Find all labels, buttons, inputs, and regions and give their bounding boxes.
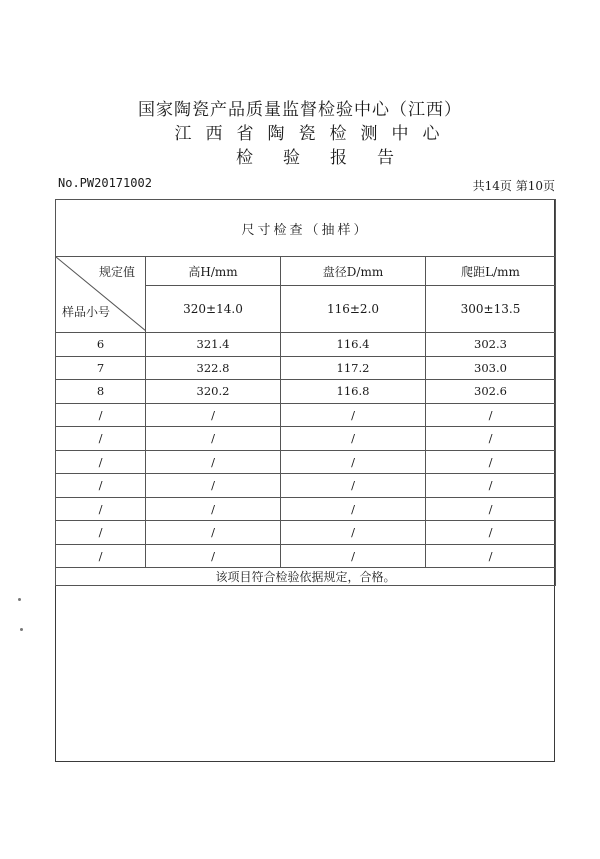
measurement-cell: /	[146, 450, 281, 474]
table-row	[56, 450, 556, 474]
table-row	[56, 333, 556, 357]
measurement-cell: /	[426, 521, 556, 545]
measurement-cell: /	[426, 450, 556, 474]
spec-value: 116±2.0	[281, 286, 426, 333]
dimension-table	[55, 199, 556, 586]
measurement-cell: 302.3	[426, 333, 556, 357]
table-row	[56, 544, 556, 568]
scan-speck	[18, 598, 21, 601]
sample-number-cell: 6	[56, 333, 146, 357]
table-row	[56, 403, 556, 427]
measurement-cell: 117.2	[281, 356, 426, 380]
table-row	[56, 427, 556, 451]
measurement-cell: /	[281, 403, 426, 427]
corner-label-spec: 规定值	[98, 265, 135, 279]
measurement-cell: /	[146, 497, 281, 521]
measurement-cell: 116.8	[281, 380, 426, 404]
measurement-cell: 303.0	[426, 356, 556, 380]
sample-number-cell: /	[56, 497, 146, 521]
table-row	[56, 497, 556, 521]
measurement-cell: /	[146, 521, 281, 545]
sample-number-cell: 7	[56, 356, 146, 380]
column-header: 高H/mm	[146, 257, 281, 286]
measurement-cell: 302.6	[426, 380, 556, 404]
report-number: No.PW20171002	[58, 176, 152, 190]
measurement-cell: /	[426, 544, 556, 568]
sample-number-cell: /	[56, 427, 146, 451]
measurement-cell: /	[281, 521, 426, 545]
spec-value: 320±14.0	[146, 286, 281, 333]
table-row	[56, 521, 556, 545]
measurement-cell: /	[281, 474, 426, 498]
header-line-3: 检验报告	[236, 148, 424, 168]
measurement-cell: /	[426, 403, 556, 427]
table-row	[56, 356, 556, 380]
measurement-cell: /	[281, 544, 426, 568]
measurement-cell: /	[146, 474, 281, 498]
measurement-cell: /	[426, 497, 556, 521]
conclusion-text: 该项目符合检验依据规定，合格。	[56, 568, 556, 586]
sample-number-cell: /	[56, 450, 146, 474]
column-header: 盘径D/mm	[281, 257, 426, 286]
measurement-cell: /	[426, 427, 556, 451]
measurement-cell: /	[281, 497, 426, 521]
spec-value: 300±13.5	[426, 286, 556, 333]
measurement-cell: 321.4	[146, 333, 281, 357]
page-info: 共14页 第10页	[472, 179, 555, 193]
measurement-cell: 322.8	[146, 356, 281, 380]
scan-speck	[20, 628, 23, 631]
measurement-cell: /	[146, 427, 281, 451]
measurement-cell: /	[146, 403, 281, 427]
table-caption: 尺寸检查（抽样）	[56, 200, 556, 257]
header-line-2: 江西省陶瓷检测中心	[174, 124, 454, 144]
table-row	[56, 380, 556, 404]
corner-label-sample: 样品小号	[62, 305, 111, 319]
sample-number-cell: /	[56, 403, 146, 427]
measurement-cell: /	[426, 474, 556, 498]
sample-number-cell: /	[56, 521, 146, 545]
table-row	[56, 474, 556, 498]
measurement-cell: 320.2	[146, 380, 281, 404]
sample-number-cell: /	[56, 544, 146, 568]
sample-number-cell: /	[56, 474, 146, 498]
measurement-cell: /	[146, 544, 281, 568]
column-header: 爬距L/mm	[426, 257, 556, 286]
measurement-cell: /	[281, 450, 426, 474]
diagonal-header-cell	[56, 257, 146, 333]
measurement-cell: 116.4	[281, 333, 426, 357]
measurement-cell: /	[281, 427, 426, 451]
header-line-1: 国家陶瓷产品质量监督检验中心（江西）	[138, 100, 462, 120]
sample-number-cell: 8	[56, 380, 146, 404]
